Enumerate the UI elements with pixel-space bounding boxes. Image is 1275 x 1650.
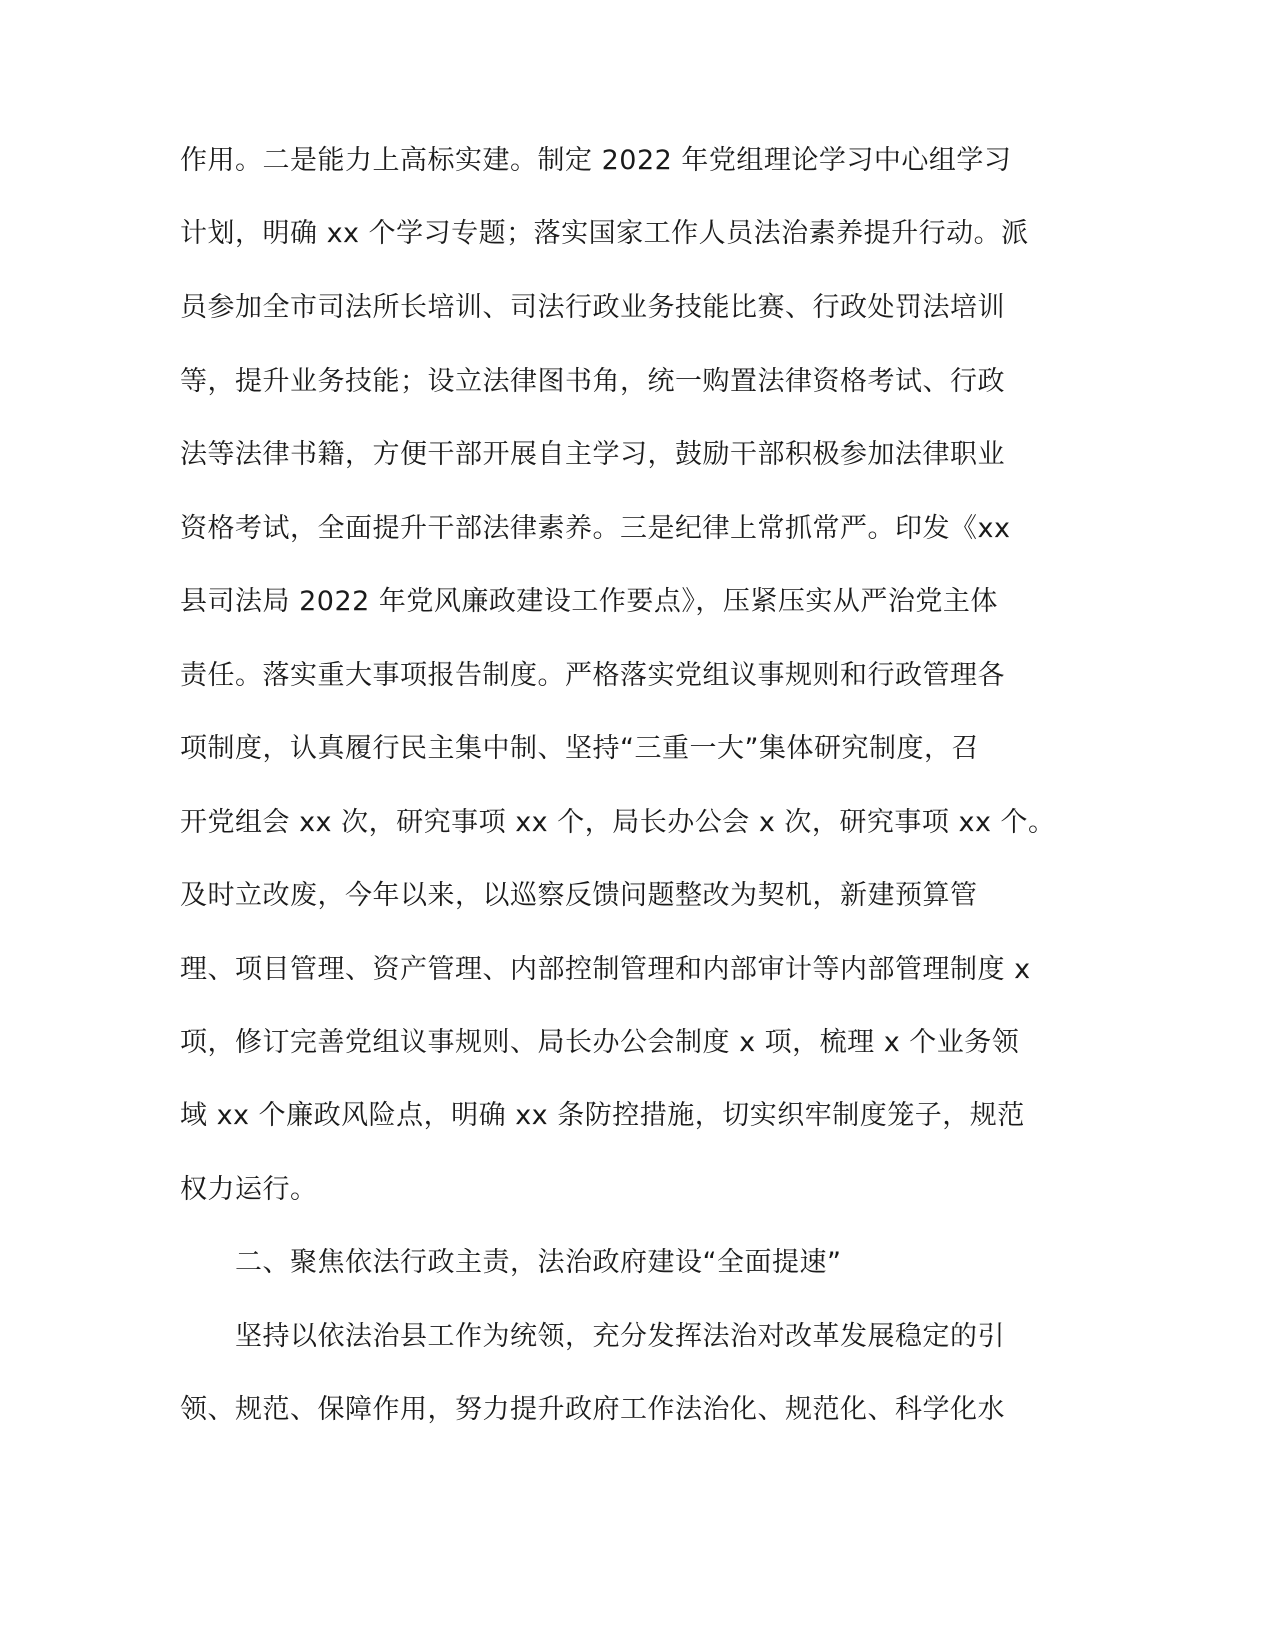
paragraph-line: 权力运行。 <box>180 1174 318 1205</box>
paragraph-line: 法等法律书籍，方便干部开展自主学习，鼓励干部积极参加法律职业 <box>180 439 1005 470</box>
paragraph-line: 员参加全市司法所长培训、司法行政业务技能比赛、行政处罚法培训 <box>180 292 1005 323</box>
paragraph-line: 及时立改废，今年以来，以巡察反馈问题整改为契机，新建预算管 <box>180 880 978 911</box>
paragraph-line: 项，修订完善党组议事规则、局长办公会制度 x 项，梳理 x 个业务领 <box>180 1027 1020 1058</box>
paragraph-line: 项制度，认真履行民主集中制、坚持“三重一大”集体研究制度，召 <box>180 733 979 764</box>
paragraph-line: 资格考试，全面提升干部法律素养。三是纪律上常抓常严。印发《xx <box>180 513 1011 544</box>
paragraph-line: 县司法局 2022 年党风廉政建设工作要点》，压紧压实从严治党主体 <box>180 586 998 617</box>
paragraph-line: 等，提升业务技能；设立法律图书角，统一购置法律资格考试、行政 <box>180 366 1005 397</box>
paragraph-line: 开党组会 xx 次，研究事项 xx 个，局长办公会 x 次，研究事项 xx 个。 <box>180 807 1056 838</box>
section-heading: 二、聚焦依法行政主责，法治政府建设“全面提速” <box>235 1247 842 1278</box>
paragraph-line: 计划，明确 xx 个学习专题；落实国家工作人员法治素养提升行动。派 <box>180 218 1029 249</box>
paragraph-line: 作用。二是能力上高标实建。制定 2022 年党组理论学习中心组学习 <box>180 145 1012 176</box>
paragraph-line: 理、项目管理、资产管理、内部控制管理和内部审计等内部管理制度 x <box>180 954 1031 985</box>
paragraph-line: 领、规范、保障作用，努力提升政府工作法治化、规范化、科学化水 <box>180 1394 1005 1425</box>
paragraph-line: 域 xx 个廉政风险点，明确 xx 条防控措施，切实织牢制度笼子，规范 <box>180 1100 1025 1131</box>
paragraph-line: 坚持以依法治县工作为统领，充分发挥法治对改革发展稳定的引 <box>235 1321 1005 1352</box>
paragraph-line: 责任。落实重大事项报告制度。严格落实党组议事规则和行政管理各 <box>180 660 1005 691</box>
